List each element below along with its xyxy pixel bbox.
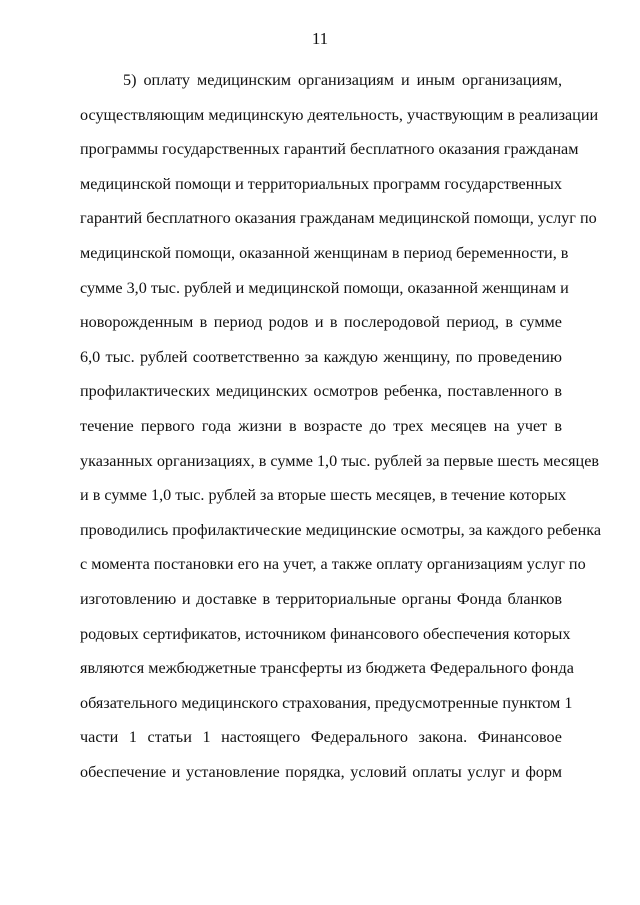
- text-line: новорожденным в период родов и в послеродовой период, в сумме: [80, 313, 562, 332]
- text-line: части 1 статьи 1 настоящего Федерального закона. Финансовое: [80, 728, 562, 747]
- page-number: 11: [311, 29, 329, 48]
- text-line: течение первого года жизни в возрасте до трех месяцев на учет в: [80, 416, 562, 435]
- text-line: родовых сертификатов, источником финансового обеспечения которых: [80, 624, 571, 643]
- text-line: 5) оплату медицинским организациям и иным организациям,: [123, 71, 562, 89]
- text-line: и в сумме 1,0 тыс. рублей за вторые шесть месяцев, в течение которых: [80, 486, 567, 505]
- text-line: осуществляющим медицинскую деятельность, участвующим в реализации: [80, 105, 599, 124]
- text-line: проводились профилактические медицинские осмотры, за каждого ребенка: [80, 520, 602, 539]
- text-line: изготовлению и доставке в территориальные органы Фонда бланков: [80, 589, 562, 608]
- body-paragraph: [80, 63, 602, 789]
- text-line: являются межбюджетные трансферты из бюджета Федерального фонда: [80, 659, 574, 678]
- text-line: медицинской помощи и территориальных программ государственных: [80, 174, 562, 193]
- text-line: профилактических медицинских осмотров ребенка, поставленного в: [80, 382, 562, 401]
- text-line: указанных организациях, в сумме 1,0 тыс. рублей за первые шесть месяцев: [80, 451, 600, 470]
- text-line: медицинской помощи, оказанной женщинам в период беременности, в: [80, 243, 569, 262]
- text-line: обеспечение и установление порядка, условий оплаты услуг и форм: [80, 762, 562, 781]
- text-line: 6,0 тыс. рублей соответственно за каждую женщину, по проведению: [80, 347, 562, 366]
- text-line: с момента постановки его на учет, а также оплату организациям услуг по: [80, 555, 586, 574]
- text-line: гарантий бесплатного оказания гражданам медицинской помощи, услуг по: [80, 209, 597, 228]
- text-line: программы государственных гарантий бесплатного оказания гражданам: [80, 140, 579, 159]
- text-line: обязательного медицинского страхования, предусмотренные пунктом 1: [80, 693, 573, 712]
- text-line: сумме 3,0 тыс. рублей и медицинской помощи, оказанной женщинам и: [80, 278, 569, 297]
